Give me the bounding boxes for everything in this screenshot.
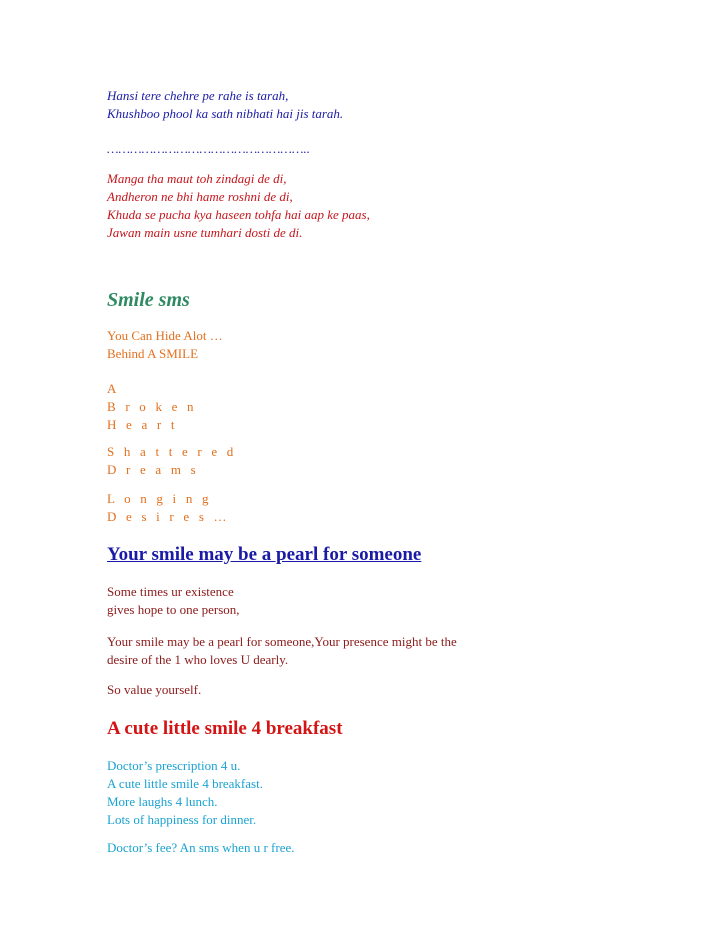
poem-hansi — [107, 87, 343, 123]
pearl-text — [107, 583, 240, 619]
sms-line: You Can Hide Alot … — [107, 328, 223, 343]
sms-line: S h a t t e r e d — [107, 444, 237, 459]
breakfast-text — [107, 757, 263, 829]
poem-line: Khuda se pucha kya haseen tohfa hai aap ke paas, — [107, 207, 370, 222]
breakfast-line: Lots of happiness for dinner. — [107, 812, 257, 827]
pearl-line: So value yourself. — [107, 682, 202, 697]
poem-manga — [107, 170, 370, 242]
poem-line: Manga tha maut toh zindagi de di, — [107, 171, 287, 186]
smile-sms-longing-desires — [107, 490, 230, 526]
poem-line: Jawan main usne tumhari dosti de di. — [107, 225, 303, 240]
pearl-line: desire of the 1 who loves U dearly. — [107, 652, 289, 667]
sms-line: A — [107, 381, 120, 396]
smile-sms-heading: Smile sms — [107, 289, 190, 311]
breakfast-heading: A cute little smile 4 breakfast — [107, 718, 343, 739]
pearl-line: Some times ur existence — [107, 584, 234, 599]
pearl-line: Your smile may be a pearl for someone,Your presence might be the — [107, 634, 457, 649]
breakfast-line: More laughs 4 lunch. — [107, 794, 218, 809]
smile-sms-text — [107, 327, 223, 363]
breakfast-line: A cute little smile 4 breakfast. — [107, 776, 263, 791]
pearl-line: gives hope to one person, — [107, 602, 240, 617]
pearl-text-presence — [107, 633, 457, 669]
sms-line: L o n g i n g — [107, 491, 212, 506]
dotted-separator: …………………………………………….. — [107, 141, 311, 156]
poem-line: Andheron ne bhi hame roshni de di, — [107, 189, 293, 204]
pearl-heading: Your smile may be a pearl for someone — [107, 544, 422, 565]
poem-line: Khushboo phool ka sath nibhati hai jis tarah. — [107, 106, 344, 121]
sms-line: B r o k e n — [107, 399, 197, 414]
breakfast-line: Doctor’s fee? An sms when u r free. — [107, 840, 295, 855]
poem-line: Hansi tere chehre pe rahe is tarah, — [107, 88, 289, 103]
smile-sms-broken-heart — [107, 380, 197, 434]
smile-sms-shattered-dreams — [107, 443, 237, 479]
sms-line: Behind A SMILE — [107, 346, 199, 361]
sms-line: H e a r t — [107, 417, 178, 432]
breakfast-line: Doctor’s prescription 4 u. — [107, 758, 241, 773]
sms-line: D e s i r e s … — [107, 509, 230, 524]
sms-line: D r e a m s — [107, 462, 199, 477]
